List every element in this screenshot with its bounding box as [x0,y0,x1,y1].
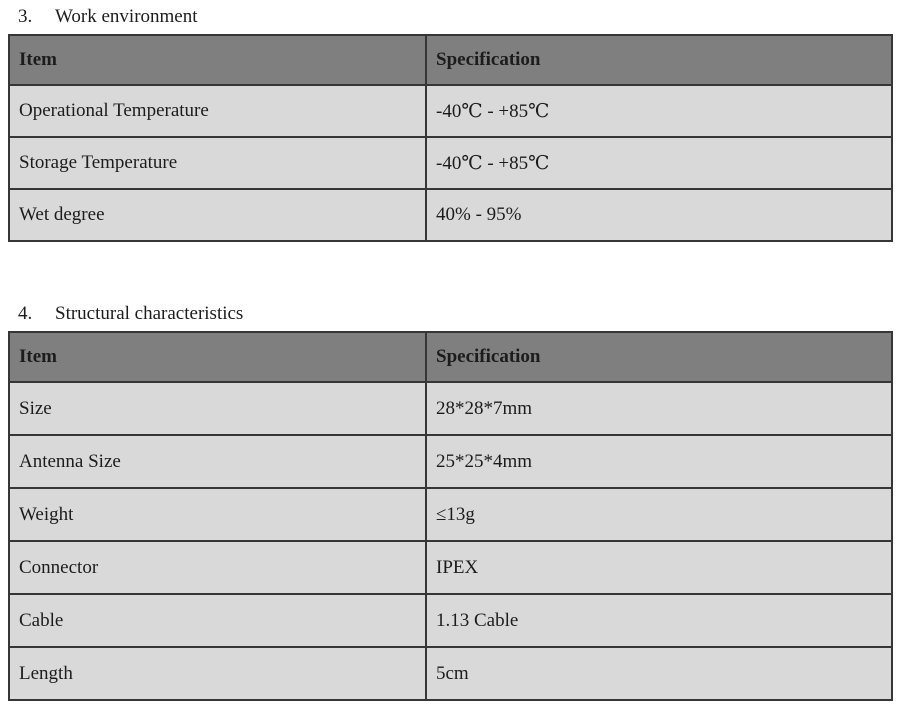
section-title: Structural characteristics [55,303,244,324]
item-cell: Wet degree [9,189,426,241]
spec-cell: IPEX [426,541,892,594]
item-cell: Antenna Size [9,435,426,488]
table-row [9,594,892,647]
table-row [9,382,892,435]
work-environment-table [8,34,893,242]
spec-cell: 40% - 95% [426,189,892,241]
structural-characteristics-table [8,331,893,701]
section-heading [18,302,895,326]
section-number: 3. [18,6,33,27]
column-header-specification: Specification [426,35,892,85]
table-row [9,85,892,137]
table-row [9,541,892,594]
item-cell: Operational Temperature [9,85,426,137]
spec-cell: 1.13 Cable [426,594,892,647]
section-title: Work environment [55,6,198,27]
spec-cell: 28*28*7mm [426,382,892,435]
item-cell: Storage Temperature [9,137,426,189]
spec-cell: -40℃ - +85℃ [426,137,892,189]
column-header-item: Item [9,35,426,85]
table-row [9,647,892,700]
column-header-specification: Specification [426,332,892,382]
spec-cell: ≤13g [426,488,892,541]
section-heading [18,5,895,29]
table-header-row [9,332,892,382]
item-cell: Length [9,647,426,700]
table-row [9,137,892,189]
spec-cell: -40℃ - +85℃ [426,85,892,137]
section-structural-characteristics [8,302,895,701]
table-row [9,435,892,488]
section-number: 4. [18,303,33,324]
spec-cell: 25*25*4mm [426,435,892,488]
item-cell: Size [9,382,426,435]
table-row [9,189,892,241]
table-row [9,488,892,541]
spec-cell: 5cm [426,647,892,700]
item-cell: Connector [9,541,426,594]
column-header-item: Item [9,332,426,382]
item-cell: Cable [9,594,426,647]
section-work-environment [8,5,895,242]
table-header-row [9,35,892,85]
item-cell: Weight [9,488,426,541]
